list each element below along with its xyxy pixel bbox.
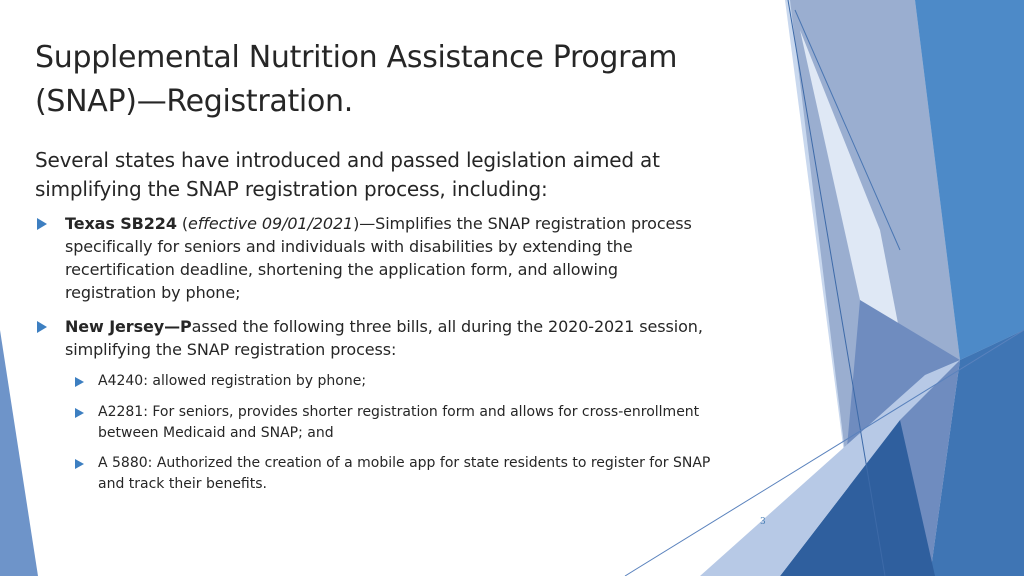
bullet-texas-line2: specifically for seniors and individuals with disabilities by extending the bbox=[65, 237, 633, 256]
bullet-texas-line3: recertification deadline, shortening the application form, and allowing bbox=[65, 260, 618, 279]
intro-line-2: simplifying the SNAP registration process, including: bbox=[35, 177, 548, 201]
sub-bullet-a4240 bbox=[98, 371, 778, 392]
sub-bullet-a5880 bbox=[98, 453, 778, 495]
bullet-texas-paren: ( bbox=[176, 214, 189, 233]
page-number: 3 bbox=[760, 517, 766, 527]
sub-bullet-arrow-icon bbox=[75, 459, 84, 469]
bullet-texas-bold: Texas SB224 bbox=[65, 214, 177, 233]
sub-bullet-arrow-icon bbox=[75, 408, 84, 418]
left-sliver-shape bbox=[0, 330, 38, 576]
intro-paragraph bbox=[35, 146, 755, 204]
bullet-texas-italic: effective 09/01/2021 bbox=[188, 214, 354, 233]
sub-bullet-a5880-line2: and track their benefits. bbox=[98, 476, 267, 492]
title-line-2: (SNAP)—Registration. bbox=[35, 84, 353, 119]
bullet-texas-line1: )—Simplifies the SNAP registration process bbox=[353, 214, 692, 233]
title-line-1: Supplemental Nutrition Assistance Program bbox=[35, 40, 678, 75]
intro-line-1: Several states have introduced and passed legislation aimed at bbox=[35, 148, 660, 172]
bullet-arrow-icon bbox=[37, 321, 47, 333]
sub-bullet-a4240-line1: A4240: allowed registration by phone; bbox=[98, 373, 367, 389]
bullet-texas-line4: registration by phone; bbox=[65, 283, 241, 302]
bullet-nj-line2: simplifying the SNAP registration process: bbox=[65, 340, 397, 359]
sub-bullet-a2281-line1: A2281: For seniors, provides shorter registration form and allows for cross-enrollment bbox=[98, 404, 700, 420]
sub-bullet-a5880-line1: A 5880: Authorized the creation of a mobile app for state residents to register for SNAP bbox=[98, 455, 711, 471]
bullet-new-jersey bbox=[65, 315, 765, 361]
bullet-nj-bold: New Jersey—P bbox=[65, 317, 192, 336]
slide-title bbox=[35, 36, 755, 124]
bullet-nj-line1: assed the following three bills, all during the 2020-2021 session, bbox=[191, 317, 703, 336]
sub-bullet-a2281 bbox=[98, 402, 778, 444]
bullet-texas bbox=[65, 212, 765, 304]
sub-bullet-arrow-icon bbox=[75, 377, 84, 387]
sub-bullet-a2281-line2: between Medicaid and SNAP; and bbox=[98, 425, 334, 441]
bullet-arrow-icon bbox=[37, 218, 47, 230]
